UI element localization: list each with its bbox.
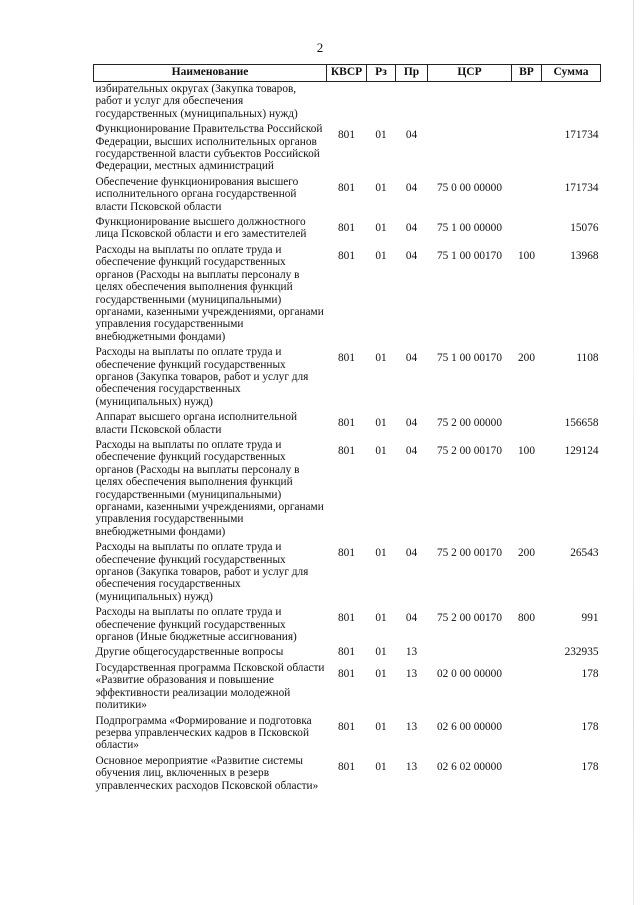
cell-pr [396, 439, 428, 541]
cell-name: Основное мероприятие «Развитие системы обучения лиц, включенных в резерв управленческих расходов Псковской области» [95, 754, 319, 792]
cell-name: Функционирование Правительства Российской Федерации, высших исполнительных органов государственной власти субъектов Российской Федерации, местных администраций [95, 123, 323, 173]
cell-rz [367, 606, 396, 646]
page-number: 2 [316, 40, 324, 55]
cell-name: Аппарат высшего органа исполнительной власти Псковской области [95, 411, 298, 436]
cell-csr [428, 82, 512, 124]
cell-rz [367, 346, 396, 411]
cell-csr [428, 541, 512, 606]
cell-name: Другие общегосударственные вопросы [95, 646, 284, 659]
table-row [94, 439, 601, 541]
cell-rz-value: 01 [375, 547, 387, 560]
cell-sum-value: 991 [581, 612, 599, 625]
cell-sum [542, 606, 601, 646]
cell-sum [542, 541, 601, 606]
cell-pr-value: 04 [405, 249, 418, 262]
cell-csr-value: 75 0 00 00000 [437, 181, 502, 194]
column-header-name: Наименование [94, 65, 327, 82]
cell-vr [512, 346, 542, 411]
cell-csr [428, 411, 512, 439]
cell-sum-value: 129124 [564, 444, 599, 457]
cell-csr-value: 02 6 02 00000 [437, 760, 502, 773]
cell-kvsr [327, 176, 367, 216]
cell-rz-value: 01 [375, 417, 387, 430]
cell-name: Обеспечение функционирования высшего исполнительного органа государственной власти Псковской области [95, 175, 299, 213]
cell-pr-value: 13 [405, 667, 418, 680]
cell-sum [542, 662, 601, 715]
cell-pr-value: 13 [405, 646, 418, 659]
cell-pr [396, 606, 428, 646]
cell-vr-value: 800 [518, 612, 535, 625]
cell-rz [367, 82, 396, 124]
column-header-pr: Пр [396, 65, 428, 82]
cell-kvsr-value: 801 [338, 181, 355, 194]
cell-kvsr-value: 801 [338, 547, 355, 560]
table-header-row [94, 65, 601, 82]
cell-pr [396, 346, 428, 411]
cell-name: избирательных округах (Закупка товаров, работ и услуг для обеспечения государственных (муниципальных) нужд) [95, 83, 298, 120]
cell-rz-value: 01 [375, 444, 387, 457]
cell-kvsr [327, 715, 367, 755]
cell-vr-value: 200 [518, 547, 535, 560]
cell-vr [512, 662, 542, 715]
column-header-vr: ВР [512, 65, 542, 82]
cell-rz [367, 411, 396, 439]
cell-kvsr-value: 801 [338, 249, 355, 262]
cell-pr-value: 04 [405, 612, 418, 625]
cell-vr [512, 755, 542, 795]
cell-sum-value: 171734 [564, 129, 599, 142]
cell-vr [512, 82, 542, 124]
cell-csr-value: 75 1 00 00000 [437, 222, 502, 235]
cell-csr [428, 244, 512, 346]
cell-pr-value: 04 [405, 547, 418, 560]
cell-pr-value: 04 [405, 222, 418, 235]
cell-vr [512, 411, 542, 439]
cell-kvsr [327, 662, 367, 715]
cell-kvsr-value: 801 [338, 646, 355, 659]
cell-rz [367, 123, 396, 176]
cell-csr [428, 646, 512, 661]
cell-vr [512, 541, 542, 606]
cell-kvsr-value: 801 [338, 417, 355, 430]
cell-kvsr-value: 801 [338, 352, 355, 365]
cell-kvsr [327, 755, 367, 795]
cell-sum-value: 171734 [564, 181, 599, 194]
table-row [94, 662, 601, 715]
cell-sum [542, 244, 601, 346]
cell-kvsr [327, 123, 367, 176]
cell-vr-value: 200 [518, 352, 535, 365]
cell-pr [396, 662, 428, 715]
cell-rz [367, 755, 396, 795]
cell-rz [367, 646, 396, 661]
cell-kvsr [327, 411, 367, 439]
cell-sum [542, 439, 601, 541]
cell-rz-value: 01 [375, 352, 387, 365]
column-header-kvsr: КВСР [327, 65, 367, 82]
cell-csr [428, 346, 512, 411]
column-header-rz: Рз [367, 65, 396, 82]
cell-sum-value: 178 [581, 760, 599, 773]
table-row [94, 606, 601, 646]
cell-vr [512, 216, 542, 244]
cell-sum [542, 755, 601, 795]
cell-name: Расходы на выплаты по оплате труда и обеспечение функций государственных органов (Закупка товаров, работ и услуг для обеспечения государственных (муниципальных) нужд) [95, 346, 309, 408]
cell-vr [512, 244, 542, 346]
scan-edge-line [633, 0, 634, 905]
cell-rz-value: 01 [375, 249, 387, 262]
cell-kvsr [327, 439, 367, 541]
cell-vr [512, 646, 542, 661]
cell-kvsr [327, 244, 367, 346]
cell-pr [396, 646, 428, 661]
cell-csr-value: 02 6 00 00000 [437, 720, 502, 733]
column-header-csr: ЦСР [428, 65, 512, 82]
table-row [94, 646, 601, 661]
cell-rz-value: 01 [375, 646, 387, 659]
cell-csr [428, 176, 512, 216]
cell-pr-value: 13 [405, 720, 418, 733]
cell-sum-value: 178 [581, 720, 599, 733]
cell-kvsr-value: 801 [338, 667, 355, 680]
cell-csr-value: 75 1 00 00170 [437, 352, 502, 365]
cell-pr [396, 755, 428, 795]
cell-kvsr-value: 801 [338, 612, 355, 625]
cell-csr [428, 715, 512, 755]
cell-csr [428, 123, 512, 176]
table-row [94, 411, 601, 439]
cell-pr [396, 715, 428, 755]
cell-csr-value: 02 0 00 00000 [437, 667, 502, 680]
cell-pr-value: 13 [405, 760, 418, 773]
cell-sum [542, 176, 601, 216]
cell-sum [542, 715, 601, 755]
cell-kvsr-value: 801 [338, 222, 355, 235]
cell-kvsr [327, 346, 367, 411]
cell-name: Расходы на выплаты по оплате труда и обеспечение функций государственных органов (Расходы на выплаты персоналу в целях обеспечения выполнения функций государственными (муниципальными) органами, казенными учреждениями, органами управления государственными внебюджетными фондами) [95, 438, 324, 538]
table-row [94, 123, 601, 176]
cell-rz [367, 662, 396, 715]
cell-rz [367, 715, 396, 755]
cell-rz [367, 176, 396, 216]
cell-rz-value: 01 [375, 720, 387, 733]
cell-pr [396, 82, 428, 124]
cell-kvsr-value: 801 [338, 444, 355, 457]
cell-vr-value: 100 [518, 444, 535, 457]
cell-rz-value: 01 [375, 129, 387, 142]
cell-sum [542, 646, 601, 661]
table-row [94, 715, 601, 755]
cell-rz [367, 244, 396, 346]
cell-kvsr-value: 801 [338, 720, 355, 733]
cell-name: Расходы на выплаты по оплате труда и обеспечение функций государственных органов (Иные бюджетные ассигнования) [95, 606, 297, 644]
cell-sum-value: 15076 [570, 222, 599, 235]
cell-sum-value: 178 [581, 667, 599, 680]
cell-kvsr-value: 801 [338, 760, 355, 773]
cell-name: Подпрограмма «Формирование и подготовка резерва управленческих кадров в Псковской области» [95, 714, 312, 752]
cell-csr [428, 606, 512, 646]
cell-rz [367, 439, 396, 541]
cell-kvsr [327, 606, 367, 646]
cell-sum-value: 232935 [564, 646, 599, 659]
column-header-sum: Сумма [542, 65, 601, 82]
cell-csr-value: 75 2 00 00170 [437, 612, 502, 625]
cell-rz-value: 01 [375, 181, 387, 194]
cell-csr [428, 216, 512, 244]
cell-sum-value: 13968 [570, 249, 599, 262]
cell-rz-value: 01 [375, 222, 387, 235]
cell-kvsr [327, 216, 367, 244]
cell-vr [512, 176, 542, 216]
table-row [94, 346, 601, 411]
cell-pr [396, 123, 428, 176]
cell-sum [542, 82, 601, 124]
cell-name: Расходы на выплаты по оплате труда и обеспечение функций государственных органов (Закупка товаров, работ и услуг для обеспечения государственных (муниципальных) нужд) [95, 541, 309, 603]
cell-pr-value: 04 [405, 129, 418, 142]
cell-rz-value: 01 [375, 667, 387, 680]
cell-kvsr [327, 541, 367, 606]
cell-csr-value: 75 1 00 00170 [437, 249, 502, 262]
cell-pr-value: 04 [405, 417, 418, 430]
cell-rz-value: 01 [375, 612, 387, 625]
cell-kvsr [327, 82, 367, 124]
table-row [94, 216, 601, 244]
cell-csr [428, 439, 512, 541]
cell-csr-value: 75 2 00 00170 [437, 547, 502, 560]
cell-sum-value: 156658 [564, 417, 599, 430]
table-row [94, 244, 601, 346]
cell-pr-value: 04 [405, 181, 418, 194]
cell-sum [542, 123, 601, 176]
cell-vr [512, 715, 542, 755]
cell-sum [542, 346, 601, 411]
cell-vr-value: 100 [518, 249, 535, 262]
cell-sum-value: 1108 [576, 352, 599, 365]
table-row [94, 541, 601, 606]
cell-sum-value: 26543 [570, 547, 599, 560]
cell-pr [396, 216, 428, 244]
cell-name: Расходы на выплаты по оплате труда и обеспечение функций государственных органов (Расходы на выплаты персоналу в целях обеспечения выполнения функций государственными (муниципальными) органами, казенными учреждениями, органами управления государственными внебюджетными фондами) [95, 243, 324, 343]
cell-csr-value: 75 2 00 00000 [437, 417, 502, 430]
table-row [94, 755, 601, 795]
cell-vr [512, 439, 542, 541]
cell-pr [396, 411, 428, 439]
cell-kvsr [327, 646, 367, 661]
cell-vr [512, 606, 542, 646]
cell-rz [367, 216, 396, 244]
cell-csr [428, 662, 512, 715]
cell-pr [396, 541, 428, 606]
cell-vr [512, 123, 542, 176]
cell-pr-value: 04 [405, 352, 418, 365]
cell-pr [396, 244, 428, 346]
cell-csr-value: 75 2 00 00170 [437, 444, 502, 457]
cell-sum [542, 216, 601, 244]
table-row [94, 82, 601, 124]
cell-csr [428, 755, 512, 795]
cell-name: Государственная программа Псковской области «Развитие образования и повышение эффективности реализации молодежной политики» [95, 661, 325, 712]
budget-table [93, 64, 601, 795]
cell-name: Функционирование высшего должностного лица Псковской области и его заместителей [95, 216, 307, 241]
cell-sum [542, 411, 601, 439]
cell-pr-value: 04 [405, 444, 418, 457]
cell-rz-value: 01 [375, 760, 387, 773]
cell-pr [396, 176, 428, 216]
cell-kvsr-value: 801 [338, 129, 355, 142]
table-row [94, 176, 601, 216]
cell-rz [367, 541, 396, 606]
table-body [94, 82, 601, 795]
